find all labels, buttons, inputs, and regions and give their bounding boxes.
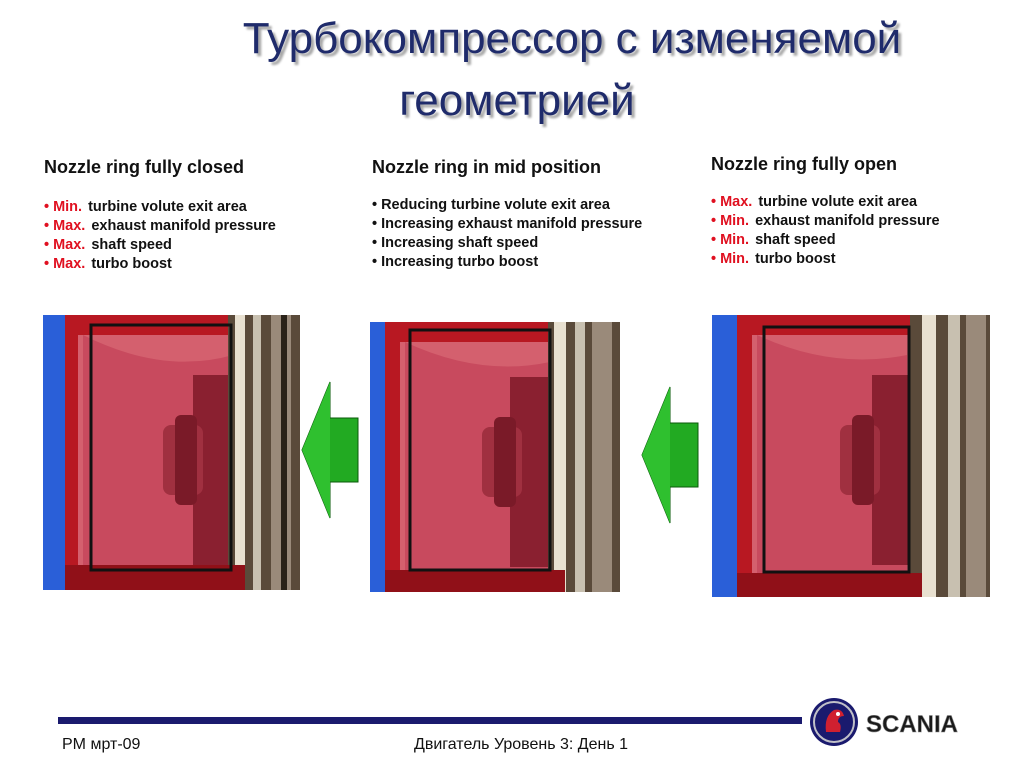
feature-list	[44, 198, 276, 274]
arrow-left-icon	[300, 380, 360, 520]
panel-heading: Nozzle ring in mid position	[372, 157, 601, 177]
turbo-mid-image	[370, 322, 620, 592]
panel-heading: Nozzle ring fully closed	[44, 157, 245, 177]
item-text: turbo boost	[755, 251, 836, 267]
panel-closed	[44, 157, 276, 274]
list-item: • Min. turbine volute exit area	[44, 199, 247, 215]
item-text: Increasing exhaust manifold pressure	[381, 216, 643, 232]
item-text: Increasing shaft speed	[381, 235, 539, 251]
item-text: turbine volute exit area	[88, 199, 247, 215]
list-item: • Min. shaft speed	[711, 232, 836, 248]
keyword: Min.	[720, 232, 750, 248]
footer-divider	[58, 717, 802, 724]
item-text: shaft speed	[91, 237, 172, 253]
svg-text:SCANIA: SCANIA	[866, 711, 959, 738]
keyword: Min.	[720, 213, 750, 229]
list-item: • Min. turbo boost	[711, 251, 836, 267]
feature-list	[372, 196, 642, 272]
list-item: • Min. exhaust manifold pressure	[711, 213, 940, 229]
title-line-2: геометрией	[399, 76, 635, 125]
keyword: Max.	[53, 218, 86, 234]
list-item: • Increasing exhaust manifold pressure	[372, 216, 643, 232]
list-item: • Increasing turbo boost	[372, 254, 539, 270]
list-item: • Max. turbo boost	[44, 256, 172, 272]
list-item: • Max. shaft speed	[44, 237, 172, 253]
item-text: exhaust manifold pressure	[91, 218, 276, 234]
title-line-1: Турбокомпрессор с изменяемой	[242, 14, 902, 63]
list-item: • Reducing turbine volute exit area	[372, 197, 610, 213]
item-text: turbo boost	[91, 256, 172, 272]
arrow-left-icon	[640, 385, 700, 525]
item-text: exhaust manifold pressure	[755, 213, 940, 229]
keyword: Min.	[53, 199, 83, 215]
item-text: Reducing turbine volute exit area	[381, 197, 610, 213]
panel-heading: Nozzle ring fully open	[711, 154, 898, 174]
turbo-open-image	[712, 315, 990, 597]
panel-open	[711, 154, 940, 269]
griffin-emblem-icon	[808, 696, 998, 748]
keyword: Max.	[53, 256, 86, 272]
feature-list	[711, 193, 940, 269]
keyword: Max.	[53, 237, 86, 253]
list-item: • Max. turbine volute exit area	[711, 194, 918, 210]
scania-logo	[808, 696, 998, 748]
footer-left: PM мрт-09	[62, 736, 141, 753]
keyword: Min.	[720, 251, 750, 267]
footer-center: Двигатель Уровень 3: День 1	[414, 736, 629, 753]
item-text: turbine volute exit area	[758, 194, 918, 210]
item-text: shaft speed	[755, 232, 836, 248]
slide-title	[0, 8, 1024, 132]
list-item: • Max. exhaust manifold pressure	[44, 218, 276, 234]
keyword: Max.	[720, 194, 753, 210]
list-item: • Increasing shaft speed	[372, 235, 539, 251]
panel-mid	[372, 157, 642, 272]
item-text: Increasing turbo boost	[381, 254, 539, 270]
turbo-closed-image	[43, 315, 300, 590]
